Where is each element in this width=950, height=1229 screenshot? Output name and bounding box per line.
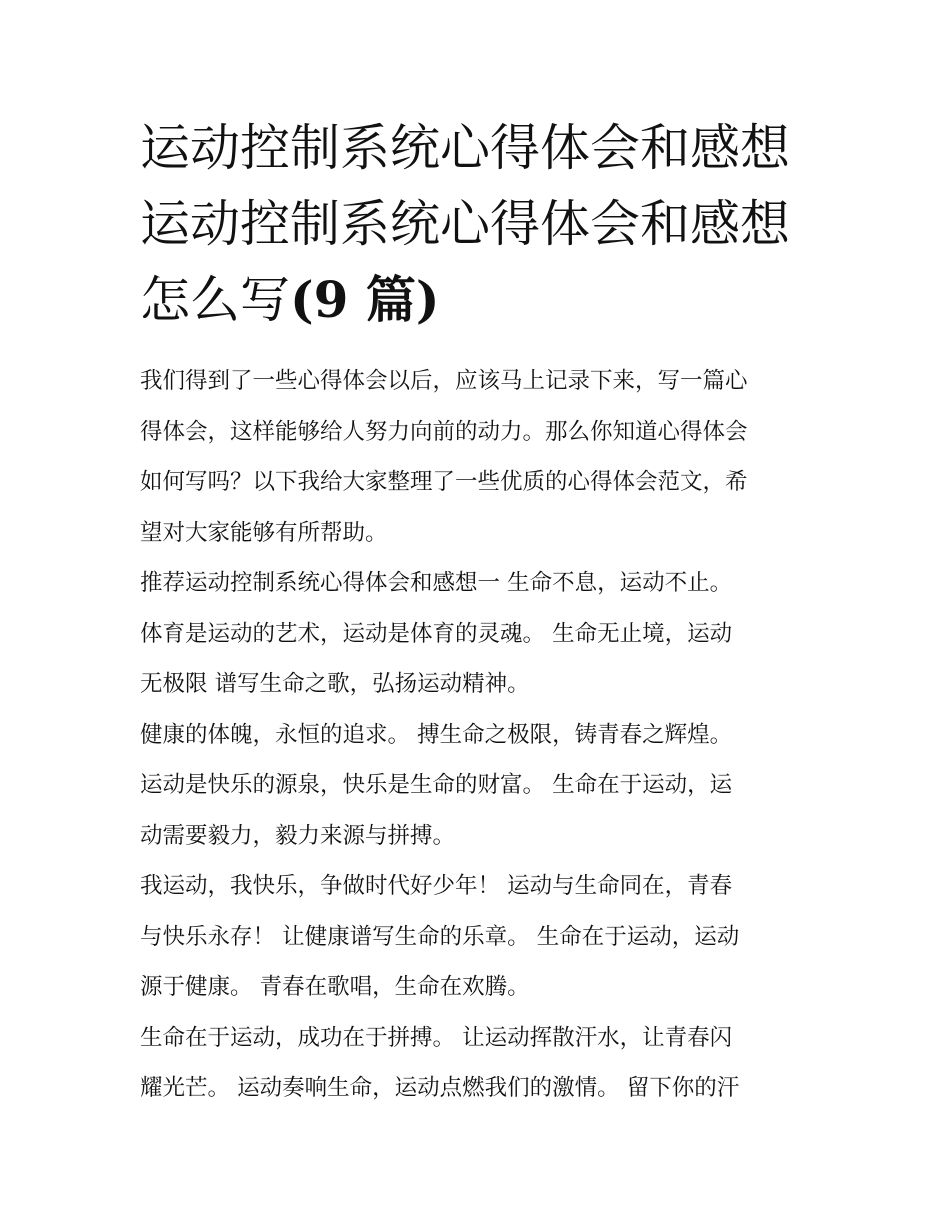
body-line: 健康的体魄，永恒的追求。 搏生命之极限，铸青春之辉煌。: [140, 721, 733, 748]
body-line: 动需要毅力，毅力来源与拼搏。: [140, 822, 456, 849]
title-line-2: 运动控制系统心得体会和感想: [140, 195, 790, 253]
title-line-1: 运动控制系统心得体会和感想: [140, 119, 790, 177]
body-line: 耀光芒。 运动奏响生命，运动点燃我们的激情。 留下你的汗: [140, 1075, 740, 1101]
body-line: 体育是运动的艺术，运动是体育的灵魂。 生命无止境，运动: [140, 620, 733, 647]
document-body: [140, 356, 830, 1114]
body-line: 推荐运动控制系统心得体会和感想一 生命不息，运动不止。: [140, 570, 733, 596]
body-line: 源于健康。 青春在歌唱，生命在欢腾。: [140, 974, 530, 1000]
body-line: 运动是快乐的源泉，快乐是生命的财富。 生命在于运动，运: [140, 772, 733, 798]
body-line: 我们得到了一些心得体会以后，应该马上记录下来，写一篇心: [140, 368, 748, 394]
body-line: 得体会，这样能够给人努力向前的动力。那么你知道心得体会: [140, 418, 748, 445]
body-line: 如何写吗？以下我给大家整理了一些优质的心得体会范文，希: [140, 469, 748, 495]
body-line: 生命在于运动，成功在于拼搏。 让运动挥散汗水，让青春闪: [140, 1024, 733, 1051]
title-line-3: [140, 262, 820, 338]
title-line-3-text: 怎么写: [140, 271, 290, 329]
document-title: [140, 110, 820, 338]
title-article-count: (9 篇): [290, 270, 440, 329]
body-line: 我运动，我快乐，争做时代好少年！ 运动与生命同在，青春: [140, 873, 733, 899]
body-line: 望对大家能够有所帮助。: [140, 519, 388, 546]
body-line: 与快乐永存！ 让健康谱写生命的乐章。 生命在于运动，运动: [140, 923, 740, 950]
body-line: 无极限 谱写生命之歌，弘扬运动精神。: [140, 671, 530, 697]
